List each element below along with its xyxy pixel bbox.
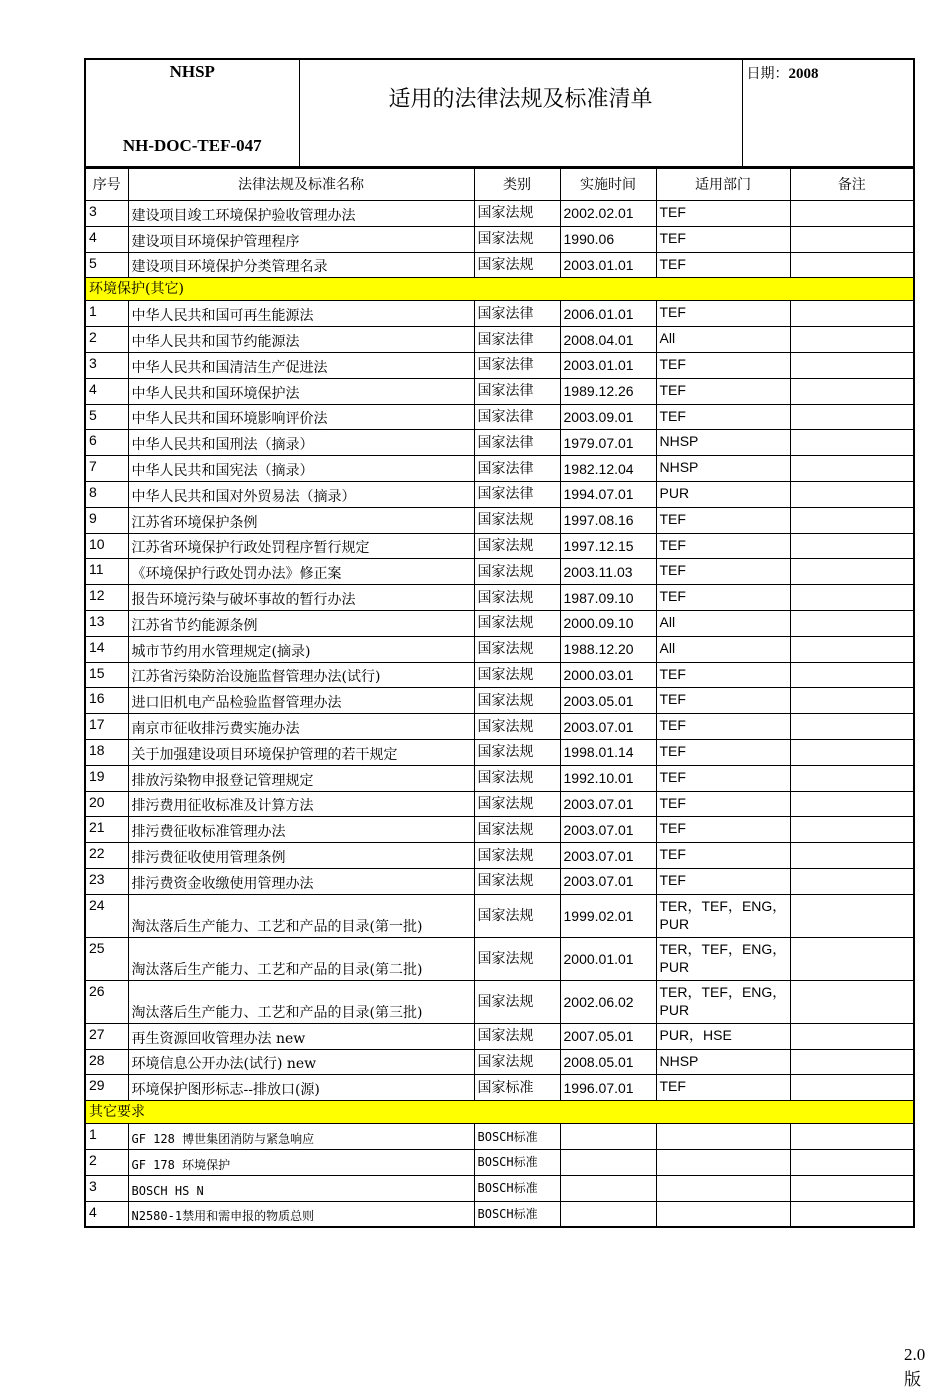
cell-category: 国家法规: [474, 843, 560, 869]
cell-category: 国家法规: [474, 662, 560, 688]
cell-remark: [790, 714, 914, 740]
cell-category: BOSCH标准: [474, 1149, 560, 1175]
section-header-row: [85, 278, 914, 301]
cell-date: 2003.11.03: [560, 559, 656, 585]
cell-department: PUR，HSE: [656, 1023, 790, 1049]
cell-category: 国家法规: [474, 817, 560, 843]
cell-no: 5: [85, 252, 128, 278]
cell-category: 国家法律: [474, 352, 560, 378]
table-row: [85, 1075, 914, 1101]
table-row: [85, 507, 914, 533]
table-body: [85, 201, 914, 1227]
cell-no: 28: [85, 1049, 128, 1075]
table-row: [85, 1149, 914, 1175]
cell-category: 国家法规: [474, 714, 560, 740]
cell-name: 进口旧机电产品检验监督管理办法: [128, 688, 474, 714]
cell-name: 环境信息公开办法(试行) new: [128, 1049, 474, 1075]
cell-name: 建设项目环境保护管理程序: [128, 226, 474, 252]
section-title: 其它要求: [85, 1101, 914, 1124]
cell-date: 2003.07.01: [560, 868, 656, 894]
cell-name: 建设项目竣工环境保护验收管理办法: [128, 201, 474, 227]
cell-date: 1988.12.20: [560, 636, 656, 662]
cell-department: TEF: [656, 688, 790, 714]
cell-remark: [790, 688, 914, 714]
cell-category: 国家法规: [474, 894, 560, 937]
cell-department: [656, 1149, 790, 1175]
cell-remark: [790, 765, 914, 791]
cell-date: 2002.06.02: [560, 980, 656, 1023]
cell-date: 2008.04.01: [560, 327, 656, 353]
col-header-name: 法律法规及标准名称: [128, 169, 474, 201]
table-row: [85, 327, 914, 353]
cell-department: TEF: [656, 585, 790, 611]
cell-category: 国家法规: [474, 559, 560, 585]
cell-department: TEF: [656, 662, 790, 688]
cell-date: 2003.05.01: [560, 688, 656, 714]
cell-date: 2008.05.01: [560, 1049, 656, 1075]
cell-no: 16: [85, 688, 128, 714]
cell-name: 排放污染物申报登记管理规定: [128, 765, 474, 791]
cell-name: 江苏省环境保护行政处罚程序暂行规定: [128, 533, 474, 559]
cell-remark: [790, 662, 914, 688]
cell-remark: [790, 610, 914, 636]
cell-no: 27: [85, 1023, 128, 1049]
cell-date: [560, 1124, 656, 1150]
table-row: [85, 817, 914, 843]
column-header-row: [85, 169, 914, 201]
col-header-date: 实施时间: [560, 169, 656, 201]
cell-category: 国家法规: [474, 937, 560, 980]
cell-name: 排污费用征收标准及计算方法: [128, 791, 474, 817]
cell-department: [656, 1201, 790, 1227]
table-row: [85, 533, 914, 559]
cell-department: PUR: [656, 481, 790, 507]
table-row: [85, 868, 914, 894]
col-header-remark: 备注: [790, 169, 914, 201]
cell-no: 7: [85, 456, 128, 482]
version-label: 2.0版: [904, 1345, 926, 1389]
table-row: [85, 1175, 914, 1201]
cell-no: 14: [85, 636, 128, 662]
table-row: [85, 378, 914, 404]
cell-name: 中华人民共和国刑法（摘录）: [128, 430, 474, 456]
table-row: [85, 714, 914, 740]
cell-department: TEF: [656, 765, 790, 791]
cell-department: [656, 1124, 790, 1150]
cell-category: 国家法规: [474, 980, 560, 1023]
doc-id-cell: [85, 59, 299, 167]
cell-no: 17: [85, 714, 128, 740]
cell-no: 15: [85, 662, 128, 688]
cell-category: 国家法规: [474, 636, 560, 662]
cell-remark: [790, 533, 914, 559]
cell-name: 淘汰落后生产能力、工艺和产品的目录(第三批): [128, 980, 474, 1023]
section-header-row: [85, 1101, 914, 1124]
cell-date: 2003.07.01: [560, 843, 656, 869]
cell-date: 2003.01.01: [560, 352, 656, 378]
cell-name: 中华人民共和国宪法（摘录）: [128, 456, 474, 482]
cell-department: TEF: [656, 843, 790, 869]
cell-name: 中华人民共和国清洁生产促进法: [128, 352, 474, 378]
cell-no: 4: [85, 378, 128, 404]
cell-name: 排污费资金收缴使用管理办法: [128, 868, 474, 894]
cell-no: 22: [85, 843, 128, 869]
cell-remark: [790, 1049, 914, 1075]
cell-name: 关于加强建设项目环境保护管理的若干规定: [128, 739, 474, 765]
cell-remark: [790, 585, 914, 611]
cell-department: TEF: [656, 817, 790, 843]
cell-date: 1996.07.01: [560, 1075, 656, 1101]
cell-category: 国家法律: [474, 404, 560, 430]
cell-no: 24: [85, 894, 128, 937]
cell-department: TER，TEF，ENG，PUR: [656, 980, 790, 1023]
date-label: 日期：: [746, 66, 789, 82]
table-row: [85, 404, 914, 430]
cell-no: 5: [85, 404, 128, 430]
title-cell: [299, 59, 742, 167]
table-row: [85, 843, 914, 869]
cell-no: 4: [85, 226, 128, 252]
cell-name: 淘汰落后生产能力、工艺和产品的目录(第一批): [128, 894, 474, 937]
cell-name: GF 178 环境保护: [128, 1149, 474, 1175]
cell-no: 19: [85, 765, 128, 791]
cell-no: 21: [85, 817, 128, 843]
cell-no: 1: [85, 301, 128, 327]
cell-remark: [790, 456, 914, 482]
regulation-sheet: [84, 58, 926, 1389]
cell-remark: [790, 378, 914, 404]
cell-department: TEF: [656, 714, 790, 740]
cell-remark: [790, 430, 914, 456]
cell-category: 国家法规: [474, 252, 560, 278]
table-row: [85, 301, 914, 327]
company-name: NHSP: [169, 62, 215, 81]
cell-name: 江苏省污染防治设施监督管理办法(试行): [128, 662, 474, 688]
doc-number: NH-DOC-TEF-047: [122, 136, 262, 155]
cell-date: 2007.05.01: [560, 1023, 656, 1049]
cell-no: 3: [85, 1175, 128, 1201]
cell-department: [656, 1175, 790, 1201]
cell-date: 1998.01.14: [560, 739, 656, 765]
table-row: [85, 481, 914, 507]
table-row: [85, 559, 914, 585]
cell-remark: [790, 636, 914, 662]
table-row: [85, 688, 914, 714]
cell-no: 3: [85, 352, 128, 378]
table-row: [85, 226, 914, 252]
cell-no: 6: [85, 430, 128, 456]
cell-department: All: [656, 327, 790, 353]
cell-remark: [790, 843, 914, 869]
cell-no: 4: [85, 1201, 128, 1227]
cell-department: TEF: [656, 201, 790, 227]
cell-date: 2000.09.10: [560, 610, 656, 636]
cell-remark: [790, 1075, 914, 1101]
cell-department: TEF: [656, 378, 790, 404]
cell-name: 江苏省节约能源条例: [128, 610, 474, 636]
table-row: [85, 352, 914, 378]
cell-category: 国家法规: [474, 610, 560, 636]
cell-remark: [790, 791, 914, 817]
document-title: 适用的法律法规及标准清单: [388, 87, 653, 112]
cell-no: 2: [85, 327, 128, 353]
cell-remark: [790, 1124, 914, 1150]
cell-date: 1979.07.01: [560, 430, 656, 456]
cell-name: 排污费征收使用管理条例: [128, 843, 474, 869]
cell-date: 1994.07.01: [560, 481, 656, 507]
cell-category: 国家法规: [474, 226, 560, 252]
cell-no: 12: [85, 585, 128, 611]
cell-name: 《环境保护行政处罚办法》修正案: [128, 559, 474, 585]
cell-category: 国家法规: [474, 507, 560, 533]
cell-department: TEF: [656, 301, 790, 327]
cell-department: TEF: [656, 507, 790, 533]
cell-remark: [790, 481, 914, 507]
cell-category: 国家法律: [474, 456, 560, 482]
cell-category: 国家法规: [474, 739, 560, 765]
cell-remark: [790, 980, 914, 1023]
cell-name: 报告环境污染与破坏事故的暂行办法: [128, 585, 474, 611]
cell-name: 排污费征收标准管理办法: [128, 817, 474, 843]
table-row: [85, 1201, 914, 1227]
table-row: [85, 636, 914, 662]
document-header: [84, 58, 915, 168]
cell-remark: [790, 507, 914, 533]
cell-no: 3: [85, 201, 128, 227]
cell-department: NHSP: [656, 456, 790, 482]
cell-name: 中华人民共和国可再生能源法: [128, 301, 474, 327]
cell-category: 国家法律: [474, 430, 560, 456]
cell-remark: [790, 226, 914, 252]
cell-category: 国家法规: [474, 201, 560, 227]
cell-date: 2002.02.01: [560, 201, 656, 227]
table-row: [85, 1124, 914, 1150]
cell-category: 国家法规: [474, 791, 560, 817]
cell-department: All: [656, 610, 790, 636]
table-row: [85, 662, 914, 688]
cell-no: 1: [85, 1124, 128, 1150]
cell-name: 城市节约用水管理规定(摘录): [128, 636, 474, 662]
cell-no: 29: [85, 1075, 128, 1101]
cell-date: 1997.08.16: [560, 507, 656, 533]
cell-name: 淘汰落后生产能力、工艺和产品的目录(第二批): [128, 937, 474, 980]
cell-category: BOSCH标准: [474, 1175, 560, 1201]
cell-remark: [790, 352, 914, 378]
table-row: [85, 765, 914, 791]
cell-department: TEF: [656, 533, 790, 559]
table-row: [85, 430, 914, 456]
cell-remark: [790, 817, 914, 843]
table-row: [85, 894, 914, 937]
col-header-no: 序号: [85, 169, 128, 201]
cell-date: 2003.09.01: [560, 404, 656, 430]
cell-date: 2003.07.01: [560, 714, 656, 740]
cell-no: 20: [85, 791, 128, 817]
cell-remark: [790, 252, 914, 278]
cell-no: 23: [85, 868, 128, 894]
date-cell: [742, 59, 914, 167]
cell-date: 1999.02.01: [560, 894, 656, 937]
table-row: [85, 1049, 914, 1075]
section-title: 环境保护(其它): [85, 278, 914, 301]
table-row: [85, 252, 914, 278]
cell-remark: [790, 868, 914, 894]
table-row: [85, 610, 914, 636]
cell-no: 11: [85, 559, 128, 585]
cell-date: [560, 1201, 656, 1227]
cell-date: 2003.07.01: [560, 817, 656, 843]
table-row: [85, 980, 914, 1023]
cell-date: 1982.12.04: [560, 456, 656, 482]
cell-name: 中华人民共和国环境保护法: [128, 378, 474, 404]
col-header-category: 类别: [474, 169, 560, 201]
cell-name: 中华人民共和国环境影响评价法: [128, 404, 474, 430]
cell-department: TEF: [656, 1075, 790, 1101]
cell-remark: [790, 1023, 914, 1049]
cell-date: 2006.01.01: [560, 301, 656, 327]
cell-department: TEF: [656, 404, 790, 430]
table-row: [85, 201, 914, 227]
cell-remark: [790, 301, 914, 327]
table-row: [85, 739, 914, 765]
cell-category: BOSCH标准: [474, 1201, 560, 1227]
cell-category: 国家法律: [474, 301, 560, 327]
cell-name: 环境保护图形标志--排放口(源): [128, 1075, 474, 1101]
cell-remark: [790, 404, 914, 430]
cell-category: 国家法规: [474, 868, 560, 894]
cell-category: 国家法规: [474, 688, 560, 714]
cell-no: 25: [85, 937, 128, 980]
cell-remark: [790, 201, 914, 227]
cell-date: [560, 1175, 656, 1201]
cell-date: 2003.01.01: [560, 252, 656, 278]
cell-name: 江苏省环境保护条例: [128, 507, 474, 533]
cell-date: 2003.07.01: [560, 791, 656, 817]
cell-no: 10: [85, 533, 128, 559]
cell-category: 国家法规: [474, 585, 560, 611]
cell-date: 1992.10.01: [560, 765, 656, 791]
cell-remark: [790, 559, 914, 585]
cell-department: TEF: [656, 252, 790, 278]
cell-category: 国家法规: [474, 533, 560, 559]
cell-name: 南京市征收排污费实施办法: [128, 714, 474, 740]
cell-no: 26: [85, 980, 128, 1023]
cell-department: NHSP: [656, 430, 790, 456]
cell-category: 国家法律: [474, 327, 560, 353]
table-row: [85, 456, 914, 482]
cell-remark: [790, 937, 914, 980]
cell-name: 中华人民共和国节约能源法: [128, 327, 474, 353]
cell-no: 13: [85, 610, 128, 636]
cell-name: 再生资源回收管理办法 new: [128, 1023, 474, 1049]
cell-department: TEF: [656, 559, 790, 585]
cell-category: BOSCH标准: [474, 1124, 560, 1150]
cell-department: TEF: [656, 226, 790, 252]
table-row: [85, 791, 914, 817]
table-row: [85, 937, 914, 980]
cell-department: TEF: [656, 791, 790, 817]
cell-remark: [790, 1201, 914, 1227]
cell-category: 国家法律: [474, 378, 560, 404]
cell-category: 国家法规: [474, 765, 560, 791]
cell-department: TEF: [656, 352, 790, 378]
cell-no: 8: [85, 481, 128, 507]
cell-category: 国家法规: [474, 1049, 560, 1075]
cell-no: 2: [85, 1149, 128, 1175]
cell-date: 1997.12.15: [560, 533, 656, 559]
cell-department: TER，TEF，ENG，PUR: [656, 894, 790, 937]
cell-department: TEF: [656, 868, 790, 894]
date-value: 2008: [788, 66, 819, 82]
table-row: [85, 1023, 914, 1049]
cell-category: 国家法规: [474, 1023, 560, 1049]
cell-department: TER，TEF，ENG，PUR: [656, 937, 790, 980]
cell-name: 建设项目环境保护分类管理名录: [128, 252, 474, 278]
cell-category: 国家法律: [474, 481, 560, 507]
cell-date: [560, 1149, 656, 1175]
cell-date: 2000.03.01: [560, 662, 656, 688]
cell-date: 1987.09.10: [560, 585, 656, 611]
cell-name: GF 128 博世集团消防与紧急响应: [128, 1124, 474, 1150]
cell-remark: [790, 894, 914, 937]
cell-remark: [790, 1175, 914, 1201]
cell-remark: [790, 739, 914, 765]
cell-remark: [790, 327, 914, 353]
cell-name: 中华人民共和国对外贸易法（摘录）: [128, 481, 474, 507]
table-row: [85, 585, 914, 611]
regulation-table: [84, 168, 915, 1228]
cell-department: NHSP: [656, 1049, 790, 1075]
cell-date: 1989.12.26: [560, 378, 656, 404]
cell-name: BOSCH HS N: [128, 1175, 474, 1201]
cell-department: TEF: [656, 739, 790, 765]
date-line: [747, 66, 819, 82]
cell-date: 1990.06: [560, 226, 656, 252]
cell-remark: [790, 1149, 914, 1175]
cell-name: N2580-1禁用和需申报的物质总则: [128, 1201, 474, 1227]
cell-category: 国家标准: [474, 1075, 560, 1101]
cell-no: 9: [85, 507, 128, 533]
col-header-department: 适用部门: [656, 169, 790, 201]
cell-department: All: [656, 636, 790, 662]
cell-no: 18: [85, 739, 128, 765]
cell-date: 2000.01.01: [560, 937, 656, 980]
